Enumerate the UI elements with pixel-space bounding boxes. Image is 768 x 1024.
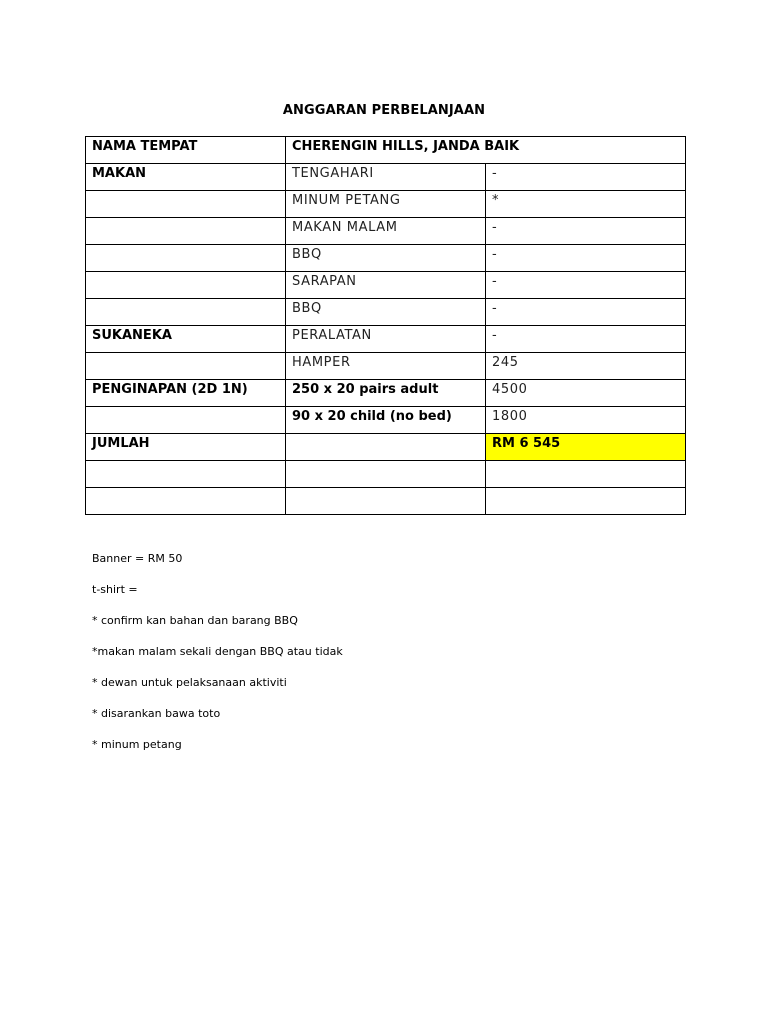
note-item: * dewan untuk pelaksanaan aktiviti: [92, 676, 287, 689]
table-cell: [86, 191, 286, 218]
table-row: [86, 380, 686, 407]
table-cell: -: [486, 218, 686, 245]
table-cell: -: [486, 326, 686, 353]
table-cell: [486, 461, 686, 488]
table-cell: 4500: [486, 380, 686, 407]
table-cell: -: [486, 299, 686, 326]
table-cell: -: [486, 164, 686, 191]
table-cell: MAKAN: [86, 164, 286, 191]
table-cell: CHERENGIN HILLS, JANDA BAIK: [286, 137, 686, 164]
table-row: [86, 461, 686, 488]
table-cell: PENGINAPAN (2D 1N): [86, 380, 286, 407]
table-cell: [286, 488, 486, 515]
table-row: [86, 488, 686, 515]
table-cell: JUMLAH: [86, 434, 286, 461]
table-cell: 245: [486, 353, 686, 380]
table-cell: PERALATAN: [286, 326, 486, 353]
table-cell: [86, 407, 286, 434]
table-cell: [86, 488, 286, 515]
table-cell: SUKANEKA: [86, 326, 286, 353]
note-item: *makan malam sekali dengan BBQ atau tidak: [92, 645, 343, 658]
table-cell: HAMPER: [286, 353, 486, 380]
table-row: [86, 137, 686, 164]
table-row: [86, 434, 686, 461]
table-cell: [286, 434, 486, 461]
budget-table: [85, 136, 686, 515]
table-cell: RM 6 545: [486, 434, 686, 461]
notes-list: [92, 551, 343, 768]
table-cell: 90 x 20 child (no bed): [286, 407, 486, 434]
note-item: * disarankan bawa toto: [92, 707, 221, 720]
table-cell: 250 x 20 pairs adult: [286, 380, 486, 407]
note-item: * confirm kan bahan dan barang BBQ: [92, 614, 298, 627]
table-row: [86, 272, 686, 299]
table-cell: [286, 461, 486, 488]
note-item: t-shirt =: [92, 583, 138, 596]
table-cell: [86, 299, 286, 326]
table-cell: SARAPAN: [286, 272, 486, 299]
table-cell: -: [486, 245, 686, 272]
table-row: [86, 407, 686, 434]
table-cell: [486, 488, 686, 515]
table-cell: BBQ: [286, 299, 486, 326]
table-row: [86, 299, 686, 326]
table-cell: [86, 272, 286, 299]
table-cell: [86, 218, 286, 245]
note-item: * minum petang: [92, 738, 182, 751]
table-cell: [86, 461, 286, 488]
table-row: [86, 245, 686, 272]
table-cell: [86, 245, 286, 272]
table-row: [86, 218, 686, 245]
table-row: [86, 191, 686, 218]
table-row: [86, 326, 686, 353]
table-row: [86, 164, 686, 191]
table-cell: NAMA TEMPAT: [86, 137, 286, 164]
table-cell: BBQ: [286, 245, 486, 272]
table-row: [86, 353, 686, 380]
table-cell: [86, 353, 286, 380]
table-cell: MINUM PETANG: [286, 191, 486, 218]
table-cell: TENGAHARI: [286, 164, 486, 191]
note-item: Banner = RM 50: [92, 552, 183, 565]
document-title: ANGGARAN PERBELANJAAN: [282, 103, 486, 118]
table-cell: 1800: [486, 407, 686, 434]
table-cell: *: [486, 191, 686, 218]
table-cell: MAKAN MALAM: [286, 218, 486, 245]
table-cell: -: [486, 272, 686, 299]
budget-table-body: [86, 137, 686, 515]
